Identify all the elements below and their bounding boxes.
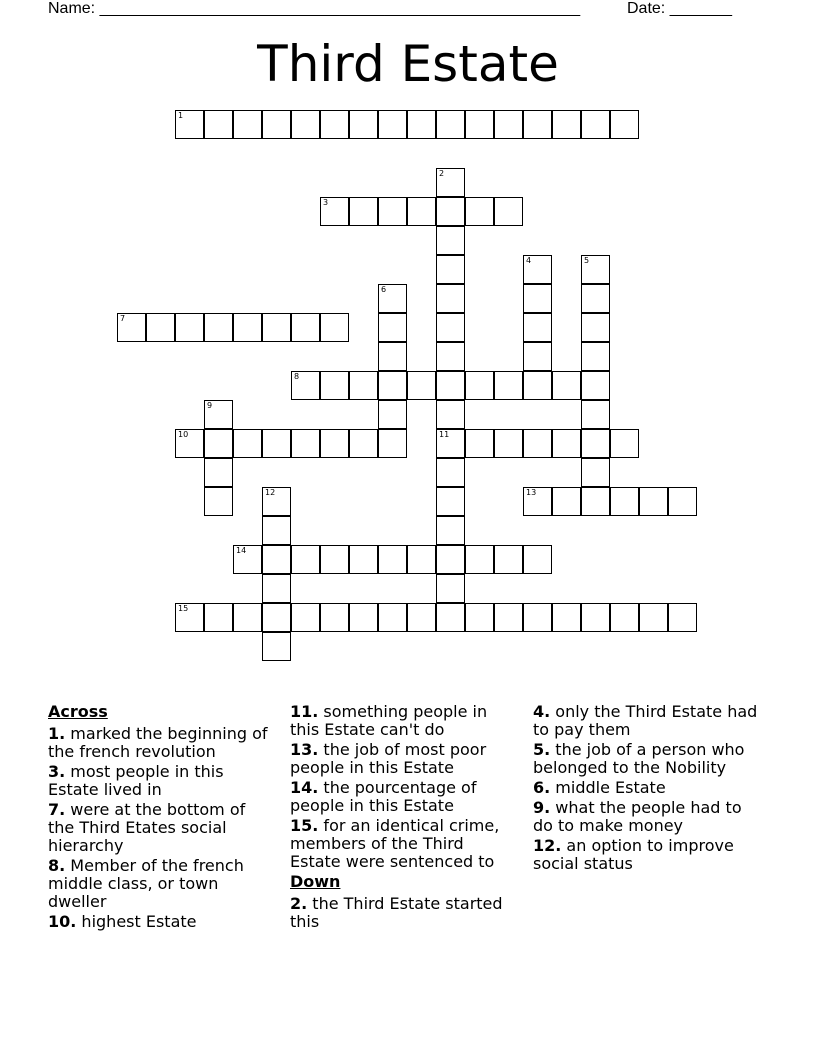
crossword-cell[interactable] — [349, 197, 378, 226]
clue-item-text: highest Estate — [76, 912, 197, 931]
clue-item — [533, 837, 761, 873]
crossword-cell[interactable] — [204, 110, 233, 139]
clue-item-text: marked the beginning of the french revolution — [48, 724, 268, 761]
crossword-cell[interactable] — [436, 313, 465, 342]
crossword-cell[interactable] — [639, 487, 668, 516]
crossword-cell[interactable] — [320, 313, 349, 342]
crossword-cell[interactable] — [610, 603, 639, 632]
crossword-cell[interactable] — [581, 313, 610, 342]
crossword-cell[interactable] — [262, 429, 291, 458]
crossword-cell[interactable] — [436, 458, 465, 487]
crossword-cell[interactable] — [436, 400, 465, 429]
crossword-cell[interactable] — [320, 429, 349, 458]
crossword-cell[interactable] — [494, 110, 523, 139]
crossword-cell[interactable] — [581, 342, 610, 371]
crossword-cell[interactable] — [320, 545, 349, 574]
clue-number: 15 — [178, 604, 189, 613]
crossword-cell[interactable] — [523, 603, 552, 632]
crossword-cell[interactable] — [204, 313, 233, 342]
clue-number: 12 — [265, 488, 276, 497]
clue-item-number: 9. — [533, 798, 551, 817]
clue-item-number: 10. — [48, 912, 77, 931]
crossword-cell[interactable] — [262, 313, 291, 342]
crossword-cell[interactable] — [349, 371, 378, 400]
crossword-cell[interactable] — [552, 110, 581, 139]
crossword-cell[interactable] — [436, 110, 465, 139]
crossword-cell[interactable] — [581, 429, 610, 458]
crossword-cell[interactable] — [407, 371, 436, 400]
crossword-cell[interactable] — [494, 429, 523, 458]
crossword-cell[interactable] — [610, 110, 639, 139]
clue-item-number: 11. — [290, 702, 319, 721]
clue-item-number: 4. — [533, 702, 551, 721]
name-field-label: Name: ______________________________________________________ — [48, 0, 581, 17]
crossword-cell[interactable] — [668, 603, 697, 632]
crossword-cell[interactable] — [320, 603, 349, 632]
clue-item-number: 14. — [290, 778, 319, 797]
crossword-cell[interactable] — [233, 110, 262, 139]
clue-item-text: what the people had to do to make money — [533, 798, 742, 835]
clue-item-text: for an identical crime, members of the Third Estate were sentenced to — [290, 816, 500, 871]
clue-number: 2 — [439, 169, 445, 178]
crossword-cell[interactable] — [436, 342, 465, 371]
crossword-cell[interactable] — [175, 313, 204, 342]
crossword-cell[interactable] — [523, 429, 552, 458]
crossword-cell[interactable] — [494, 197, 523, 226]
crossword-cell[interactable] — [204, 458, 233, 487]
clue-item-number: 7. — [48, 800, 66, 819]
clue-item-text: the job of a person who belonged to the Nobility — [533, 740, 745, 777]
across-clue-list-continued — [290, 703, 518, 871]
crossword-cell[interactable] — [581, 371, 610, 400]
crossword-cell[interactable] — [523, 371, 552, 400]
crossword-cell[interactable] — [465, 371, 494, 400]
clue-item — [533, 741, 761, 777]
clue-column-3 — [533, 703, 761, 875]
crossword-cell[interactable] — [523, 255, 552, 284]
crossword-cell[interactable] — [262, 603, 291, 632]
clue-item — [533, 703, 761, 739]
clue-item-text: the Third Estate started this — [290, 894, 503, 931]
crossword-cell[interactable] — [320, 197, 349, 226]
crossword-cell[interactable] — [552, 487, 581, 516]
clue-number: 11 — [439, 430, 450, 439]
crossword-cell[interactable] — [204, 603, 233, 632]
clue-item-text: the job of most poor people in this Estate — [290, 740, 487, 777]
crossword-cell[interactable] — [523, 284, 552, 313]
crossword-cell[interactable] — [552, 371, 581, 400]
crossword-cell[interactable] — [117, 313, 146, 342]
clue-item-text: the pourcentage of people in this Estate — [290, 778, 477, 815]
crossword-cell[interactable] — [291, 429, 320, 458]
crossword-cell[interactable] — [146, 313, 175, 342]
crossword-cell[interactable] — [436, 197, 465, 226]
crossword-cell[interactable] — [581, 458, 610, 487]
crossword-cell[interactable] — [204, 400, 233, 429]
crossword-cell[interactable] — [581, 255, 610, 284]
crossword-cell[interactable] — [262, 545, 291, 574]
clue-column-1 — [48, 703, 276, 933]
clue-item — [290, 817, 518, 871]
clue-item-number: 6. — [533, 778, 551, 797]
crossword-cell[interactable] — [436, 429, 465, 458]
crossword-cell[interactable] — [291, 603, 320, 632]
clue-item-number: 15. — [290, 816, 319, 835]
clue-item-number: 13. — [290, 740, 319, 759]
crossword-cell[interactable] — [175, 603, 204, 632]
clue-item — [290, 741, 518, 777]
clue-number: 14 — [236, 546, 247, 555]
clue-item-number: 1. — [48, 724, 66, 743]
crossword-cell[interactable] — [233, 545, 262, 574]
crossword-cell[interactable] — [378, 110, 407, 139]
clue-number: 7 — [120, 314, 126, 323]
crossword-cell[interactable] — [436, 574, 465, 603]
crossword-cell[interactable] — [320, 371, 349, 400]
clue-item — [48, 763, 276, 799]
crossword-cell[interactable] — [581, 603, 610, 632]
crossword-cell[interactable] — [378, 197, 407, 226]
crossword-cell[interactable] — [436, 371, 465, 400]
clue-item-text: were at the bottom of the Third Etates social hierarchy — [48, 800, 246, 855]
crossword-cell[interactable] — [581, 110, 610, 139]
crossword-cell[interactable] — [204, 429, 233, 458]
crossword-cell[interactable] — [349, 110, 378, 139]
crossword-cell[interactable] — [639, 603, 668, 632]
down-clue-list-continued — [533, 703, 761, 873]
crossword-cell[interactable] — [610, 487, 639, 516]
clue-item-text: most people in this Estate lived in — [48, 762, 224, 799]
clue-column-2 — [290, 703, 518, 933]
across-heading: Across — [48, 702, 108, 721]
crossword-cell[interactable] — [349, 545, 378, 574]
clue-item — [48, 913, 276, 931]
crossword-cell[interactable] — [552, 429, 581, 458]
page-title: Third Estate — [257, 35, 559, 93]
crossword-cell[interactable] — [378, 429, 407, 458]
crossword-cell[interactable] — [523, 110, 552, 139]
crossword-cell[interactable] — [378, 603, 407, 632]
crossword-cell[interactable] — [378, 342, 407, 371]
crossword-cell[interactable] — [262, 516, 291, 545]
clue-number: 1 — [178, 111, 184, 120]
crossword-cell[interactable] — [175, 110, 204, 139]
crossword-cell[interactable] — [407, 603, 436, 632]
clue-number: 9 — [207, 401, 213, 410]
clue-item-text: something people in this Estate can't do — [290, 702, 488, 739]
crossword-cell[interactable] — [523, 545, 552, 574]
crossword-cell[interactable] — [349, 603, 378, 632]
clue-number: 13 — [526, 488, 537, 497]
crossword-cell[interactable] — [378, 313, 407, 342]
date-field-label: Date: _______ — [627, 0, 732, 17]
crossword-cell[interactable] — [291, 313, 320, 342]
down-heading: Down — [290, 872, 341, 891]
crossword-cell[interactable] — [494, 603, 523, 632]
crossword-cell[interactable] — [581, 284, 610, 313]
crossword-cell[interactable] — [436, 284, 465, 313]
crossword-cell[interactable] — [436, 168, 465, 197]
crossword-cell[interactable] — [465, 197, 494, 226]
clue-number: 3 — [323, 198, 329, 207]
clue-item — [290, 779, 518, 815]
clue-item-text: only the Third Estate had to pay them — [533, 702, 758, 739]
clue-item — [533, 779, 761, 797]
clue-item-number: 3. — [48, 762, 66, 781]
crossword-cell[interactable] — [465, 603, 494, 632]
crossword-cell[interactable] — [523, 313, 552, 342]
clue-item-text: an option to improve social status — [533, 836, 734, 873]
crossword-cell[interactable] — [175, 429, 204, 458]
crossword-cell[interactable] — [436, 226, 465, 255]
clue-item — [48, 857, 276, 911]
crossword-cell[interactable] — [262, 487, 291, 516]
crossword-cell[interactable] — [320, 110, 349, 139]
clue-item — [533, 799, 761, 835]
clue-item-number: 8. — [48, 856, 66, 875]
crossword-cell[interactable] — [378, 284, 407, 313]
clue-number: 6 — [381, 285, 387, 294]
crossword-cell[interactable] — [494, 371, 523, 400]
clue-item — [48, 725, 276, 761]
crossword-cell[interactable] — [262, 110, 291, 139]
crossword-cell[interactable] — [465, 545, 494, 574]
crossword-cell[interactable] — [407, 197, 436, 226]
crossword-cell[interactable] — [610, 429, 639, 458]
clue-item — [290, 895, 518, 931]
clue-item-text: Member of the french middle class, or town dweller — [48, 856, 244, 911]
crossword-cell[interactable] — [407, 110, 436, 139]
across-clue-list — [48, 725, 276, 931]
clue-item-number: 2. — [290, 894, 308, 913]
crossword-cell[interactable] — [436, 545, 465, 574]
crossword-cell[interactable] — [436, 516, 465, 545]
crossword-cell[interactable] — [291, 110, 320, 139]
crossword-cell[interactable] — [233, 313, 262, 342]
clue-item-text: middle Estate — [550, 778, 666, 797]
clue-number: 4 — [526, 256, 532, 265]
clue-item — [290, 703, 518, 739]
crossword-cell[interactable] — [552, 603, 581, 632]
crossword-cell[interactable] — [233, 429, 262, 458]
crossword-cell[interactable] — [581, 400, 610, 429]
crossword-cell[interactable] — [436, 487, 465, 516]
crossword-cell[interactable] — [262, 632, 291, 661]
crossword-cell[interactable] — [436, 603, 465, 632]
clue-item-number: 5. — [533, 740, 551, 759]
crossword-cell[interactable] — [349, 429, 378, 458]
crossword-cell[interactable] — [262, 574, 291, 603]
crossword-cell[interactable] — [204, 487, 233, 516]
crossword-cell[interactable] — [378, 371, 407, 400]
crossword-cell[interactable] — [494, 545, 523, 574]
clue-item-number: 12. — [533, 836, 562, 855]
crossword-cell[interactable] — [436, 255, 465, 284]
clue-item — [48, 801, 276, 855]
crossword-cell[interactable] — [378, 545, 407, 574]
crossword-cell[interactable] — [523, 487, 552, 516]
crossword-cell[interactable] — [465, 110, 494, 139]
clue-number: 8 — [294, 372, 300, 381]
crossword-cell[interactable] — [668, 487, 697, 516]
crossword-cell[interactable] — [523, 342, 552, 371]
crossword-cell[interactable] — [291, 545, 320, 574]
crossword-cell[interactable] — [233, 603, 262, 632]
crossword-cell[interactable] — [291, 371, 320, 400]
crossword-cell[interactable] — [465, 429, 494, 458]
crossword-cell[interactable] — [378, 400, 407, 429]
clue-number: 5 — [584, 256, 590, 265]
down-clue-list — [290, 895, 518, 931]
crossword-cell[interactable] — [407, 545, 436, 574]
clue-number: 10 — [178, 430, 189, 439]
crossword-cell[interactable] — [581, 487, 610, 516]
